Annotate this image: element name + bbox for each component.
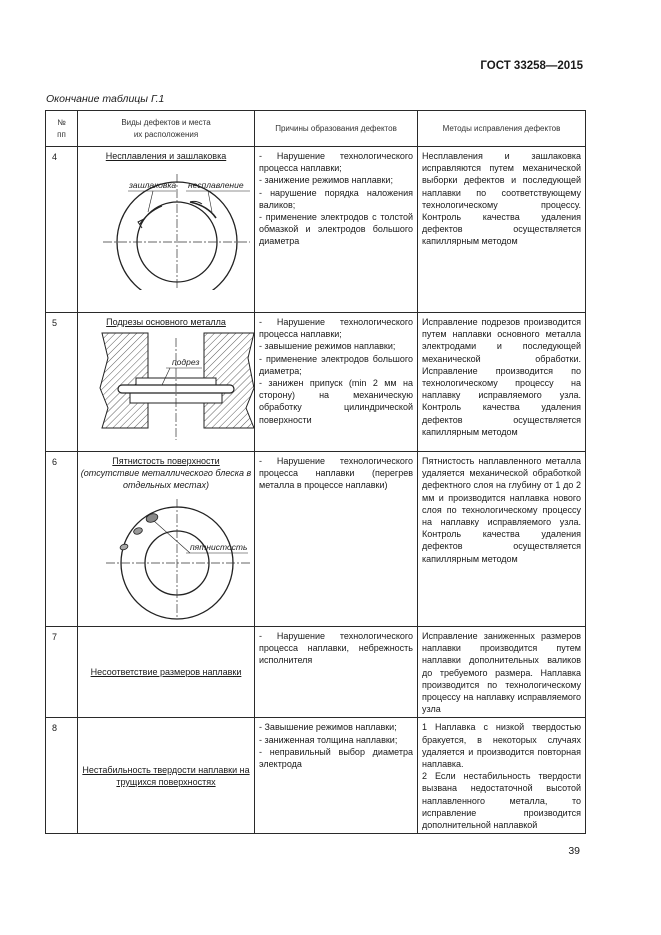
fix-cell: Исправление подрезов производится путем наплавки основного металла электродами и последующей механической обработки. Исправление производится по технологическому процессу на наплавку исправляемого узла. Контроль качества удаления дефектов осуществляется капиллярным методом <box>418 313 586 452</box>
row-number: 4 <box>46 147 78 313</box>
defect-title: Нестабильность твердости наплавки на трущихся поверхностях <box>82 764 250 787</box>
figure-spotting <box>78 491 254 621</box>
row-number: 6 <box>46 452 78 627</box>
label-undercut: подрез <box>172 357 200 367</box>
causes-cell: - Нарушение технологического процесса наплавки (перегрев металла в процессе наплавки) <box>255 452 418 627</box>
table-header-row <box>46 111 586 147</box>
fix-cell: 1 Наплавка с низкой твердостью бракуется, в некоторых случаях удаляется и производится повторная наплавка. 2 Если нестабильность твердости вызвана недостаточной высотой наплавленного металла, то исправление производится дополнительной наплавкой <box>418 718 586 834</box>
fix-cell: Несплавления и зашлаковка исправляются путем механической выборки дефектов и последующей наплавки по соответствующему технологическому процессу. Контроль качества удаления дефектов осуществляется капиллярным методом <box>418 147 586 313</box>
fix-cell: Пятнистость наплавленного металла удаляется механической обработкой дефектного слоя на глубину от 1 до 2 мм и производится наплавка нового слоя по технологическому процессу на наплавку исправляемого узла. Контроль качества удаления дефектов осуществляется капиллярным методом <box>418 452 586 627</box>
table-caption: Окончание таблицы Г.1 <box>46 93 165 105</box>
figure-slag-inclusion <box>78 162 254 290</box>
causes-cell: - Завышение режимов наплавки; - заниженная толщина наплавки; - неправильный выбор диаметра электрода <box>255 718 418 834</box>
fix-cell: Исправление заниженных размеров наплавки производится путем наплавки дополнительных валиков до требуемого размера. Наплавка производится по технологическому процессу на наплавку исправляемого узла <box>418 627 586 718</box>
label-slag: зашлаковка <box>129 180 177 190</box>
page-number: 39 <box>568 845 580 857</box>
causes-cell: - Нарушение технологического процесса наплавки; - завышение режимов наплавки; - применение электродов большого диаметра; - занижен припуск (min 2 мм на сторону) на механическую обработку цилиндрической поверхности <box>255 313 418 452</box>
table-row <box>46 452 586 627</box>
causes-cell: - Нарушение технологического процесса наплавки; - занижение режимов наплавки; - нарушение порядка наложения валиков; - применение электродов с толстой обмазкой и электродов большого диаметра <box>255 147 418 313</box>
table-row <box>46 147 586 313</box>
table-row <box>46 718 586 834</box>
defect-subtitle: (отсутствие металлического блеска в отдельных местах) <box>80 468 252 490</box>
defects-table <box>45 110 586 834</box>
defect-title: Несплавления и зашлаковка <box>105 151 227 161</box>
table-row <box>46 627 586 718</box>
row-number: 5 <box>46 313 78 452</box>
defect-cell <box>78 452 255 627</box>
row-number: 7 <box>46 627 78 718</box>
defect-cell <box>78 147 255 313</box>
header-num: № пп <box>46 111 78 147</box>
table-row <box>46 313 586 452</box>
header-causes: Причины образования дефектов <box>255 111 418 147</box>
standard-number: ГОСТ 33258—2015 <box>480 60 583 72</box>
defect-cell <box>78 313 255 452</box>
header-defect-type: Виды дефектов и места их расположения <box>78 111 255 147</box>
defect-cell <box>78 627 255 718</box>
label-spotting: пятнистость <box>190 542 248 552</box>
defect-title: Пятнистость поверхности <box>112 456 220 466</box>
label-lack-of-fusion: несплавление <box>188 180 244 190</box>
figure-undercut <box>78 328 254 446</box>
defect-cell <box>78 718 255 834</box>
header-fix-methods: Методы исправления дефектов <box>418 111 586 147</box>
defect-title: Несоответствие размеров наплавки <box>90 667 242 678</box>
defect-title: Подрезы основного металла <box>106 317 226 327</box>
row-number: 8 <box>46 718 78 834</box>
causes-cell: - Нарушение технологического процесса наплавки, небрежность исполнителя <box>255 627 418 718</box>
